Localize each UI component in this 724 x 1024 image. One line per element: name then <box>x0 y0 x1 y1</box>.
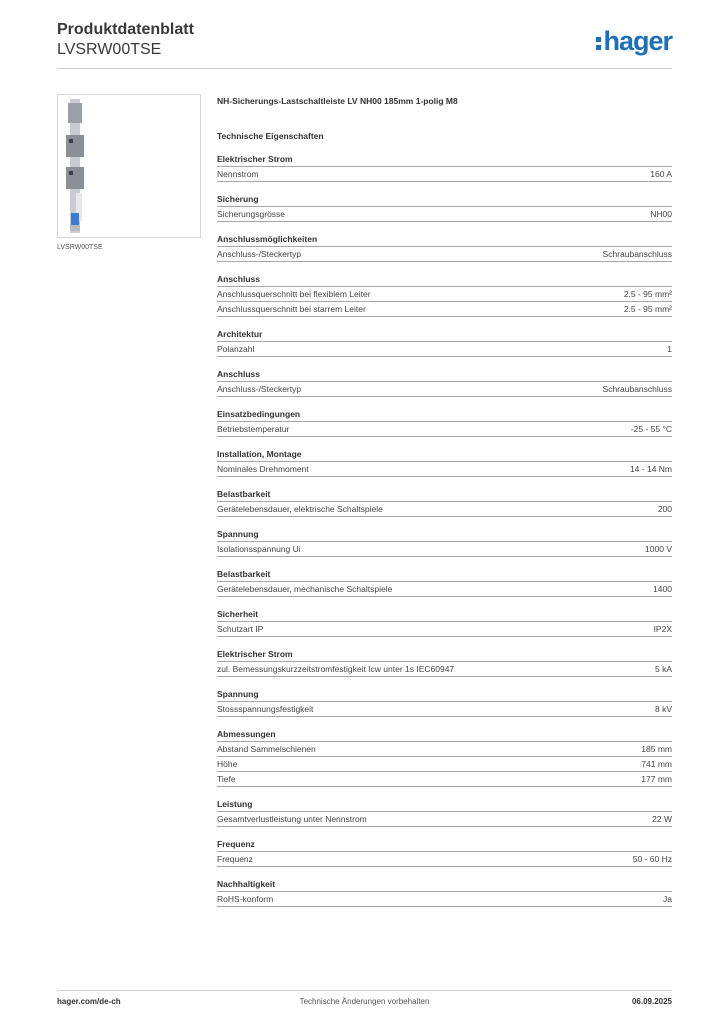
spec-value: 22 W <box>652 814 672 824</box>
spec-group <box>217 328 672 357</box>
spec-value: 1400 <box>653 584 672 594</box>
spec-label: Schutzart IP <box>217 624 264 634</box>
spec-group-title: Anschluss <box>217 368 672 382</box>
product-image <box>57 94 201 238</box>
spec-group <box>217 448 672 477</box>
spec-label: Anschluss-/Steckertyp <box>217 249 302 259</box>
spec-group-title: Elektrischer Strom <box>217 153 672 167</box>
spec-label: Höhe <box>217 759 238 769</box>
spec-value: 2.5 - 95 mm² <box>623 289 672 299</box>
logo-text: hager <box>603 26 672 56</box>
footer-date: 06.09.2025 <box>631 997 672 1006</box>
product-name: NH-Sicherungs-Lastschaltleiste LV NH00 185mm 1-polig M8 <box>217 96 458 106</box>
spec-group-title: Elektrischer Strom <box>217 648 672 662</box>
spec-row <box>217 622 672 637</box>
spec-value: Schraubanschluss <box>602 384 672 394</box>
spec-value: 1 <box>667 344 672 354</box>
document-title: Produktdatenblatt <box>57 21 194 38</box>
spec-group <box>217 648 672 677</box>
spec-row <box>217 852 672 867</box>
spec-row <box>217 742 672 757</box>
spec-group <box>217 688 672 717</box>
footer-divider <box>57 990 672 991</box>
spec-group-title: Sicherung <box>217 193 672 207</box>
spec-group <box>217 273 672 317</box>
spec-value: 2.5 - 95 mm² <box>623 304 672 314</box>
spec-group-title: Spannung <box>217 688 672 702</box>
spec-row <box>217 287 672 302</box>
spec-row <box>217 302 672 317</box>
spec-content <box>217 94 672 907</box>
spec-row <box>217 662 672 677</box>
spec-groups <box>217 153 672 907</box>
spec-group-title: Anschlussmöglichkeiten <box>217 233 672 247</box>
spec-label: Frequenz <box>217 854 253 864</box>
spec-group <box>217 153 672 182</box>
spec-label: Sicherungsgrösse <box>217 209 286 219</box>
spec-label: Tiefe <box>217 774 236 784</box>
spec-value: 200 <box>657 504 672 514</box>
spec-group-title: Spannung <box>217 528 672 542</box>
spec-group-title: Nachhaltigkeit <box>217 878 672 892</box>
spec-row <box>217 502 672 517</box>
footer-website: hager.com/de-ch <box>57 997 121 1006</box>
spec-value: 5 kA <box>654 664 672 674</box>
spec-value: 14 - 14 Nm <box>629 464 672 474</box>
spec-row <box>217 772 672 787</box>
spec-value: Schraubanschluss <box>602 249 672 259</box>
spec-group-title: Architektur <box>217 328 672 342</box>
section-title: Technische Eigenschaften <box>217 131 324 141</box>
spec-label: Betriebstemperatur <box>217 424 290 434</box>
spec-group-title: Einsatzbedingungen <box>217 408 672 422</box>
page-header <box>57 20 194 60</box>
hager-logo <box>596 26 672 56</box>
spec-value: 50 - 60 Hz <box>632 854 672 864</box>
spec-label: Anschlussquerschnitt bei flexiblem Leiter <box>217 289 371 299</box>
spec-group <box>217 878 672 907</box>
spec-row <box>217 167 672 182</box>
header-divider <box>57 68 672 69</box>
spec-group <box>217 838 672 867</box>
spec-label: Nennstrom <box>217 169 259 179</box>
spec-row <box>217 422 672 437</box>
product-code: LVSRW00TSE <box>57 41 162 58</box>
spec-group-title: Anschluss <box>217 273 672 287</box>
spec-group <box>217 568 672 597</box>
spec-label: Anschluss-/Steckertyp <box>217 384 302 394</box>
spec-row <box>217 542 672 557</box>
spec-label: Anschlussquerschnitt bei starrem Leiter <box>217 304 366 314</box>
spec-label: Gerätelebensdauer, elektrische Schaltspiele <box>217 504 383 514</box>
page-footer <box>57 997 672 1009</box>
spec-group <box>217 528 672 557</box>
spec-label: Nominales Drehmoment <box>217 464 309 474</box>
spec-value: -25 - 55 °C <box>630 424 672 434</box>
spec-label: Gesamtverlustleistung unter Nennstrom <box>217 814 367 824</box>
spec-value: 177 mm <box>641 774 672 784</box>
footer-note: Technische Änderungen vorbehalten <box>299 997 430 1006</box>
spec-row <box>217 247 672 262</box>
spec-row <box>217 812 672 827</box>
spec-row <box>217 382 672 397</box>
spec-label: zul. Bemessungskurzzeitstromfestigkeit Icw unter 1s IEC60947 <box>217 664 455 674</box>
spec-group-title: Sicherheit <box>217 608 672 622</box>
spec-value: NH00 <box>650 209 672 219</box>
spec-row <box>217 757 672 772</box>
spec-value: Ja <box>663 894 672 904</box>
spec-row <box>217 207 672 222</box>
spec-group-title: Belastbarkeit <box>217 488 672 502</box>
spec-row <box>217 462 672 477</box>
image-caption: LVSRW00TSE <box>57 244 103 251</box>
logo-dots-icon <box>596 37 601 50</box>
spec-label: Isolationsspannung Ui <box>217 544 301 554</box>
spec-row <box>217 582 672 597</box>
spec-group-title: Installation, Montage <box>217 448 672 462</box>
spec-label: Stossspannungsfestigkeit <box>217 704 314 714</box>
spec-value: IP2X <box>653 624 672 634</box>
spec-group <box>217 798 672 827</box>
spec-label: RoHS-konform <box>217 894 274 904</box>
spec-value: 1000 V <box>645 544 672 554</box>
spec-group <box>217 193 672 222</box>
spec-group <box>217 488 672 517</box>
spec-value: 185 mm <box>641 744 672 754</box>
spec-group <box>217 408 672 437</box>
spec-row <box>217 702 672 717</box>
spec-row <box>217 342 672 357</box>
spec-group-title: Abmessungen <box>217 728 672 742</box>
spec-row <box>217 892 672 907</box>
spec-group-title: Belastbarkeit <box>217 568 672 582</box>
spec-group-title: Leistung <box>217 798 672 812</box>
spec-value: 741 mm <box>641 759 672 769</box>
spec-label: Abstand Sammelschienen <box>217 744 316 754</box>
spec-value: 160 A <box>650 169 672 179</box>
spec-group <box>217 368 672 397</box>
spec-group <box>217 233 672 262</box>
spec-label: Gerätelebensdauer, mechanische Schaltspiele <box>217 584 393 594</box>
spec-group-title: Frequenz <box>217 838 672 852</box>
spec-label: Polanzahl <box>217 344 255 354</box>
fuse-strip-icon <box>58 95 200 237</box>
spec-group <box>217 728 672 787</box>
spec-value: 8 kV <box>654 704 672 714</box>
spec-group <box>217 608 672 637</box>
